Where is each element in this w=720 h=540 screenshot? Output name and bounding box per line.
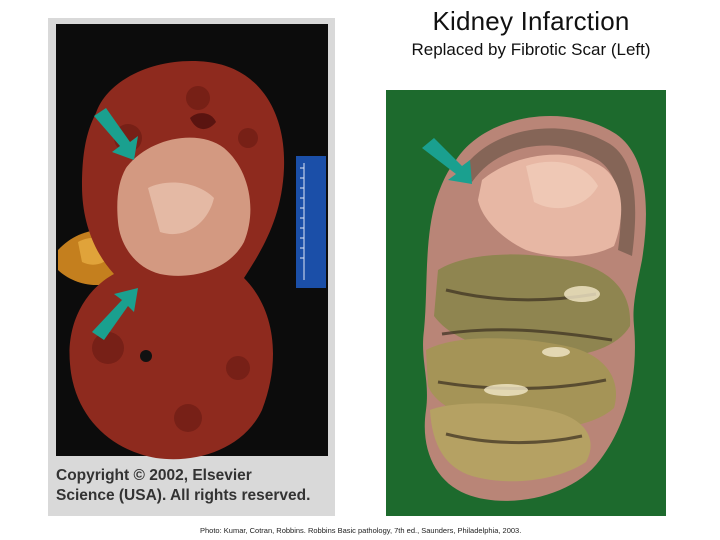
kidney-photo-left <box>48 18 335 516</box>
copyright-notice <box>56 466 328 506</box>
slide-subtitle: Replaced by Fibrotic Scar (Left) <box>411 40 651 59</box>
photo-credit: Photo: Kumar, Cotran, Robbins. Robbins Basic pathology, 7th ed., Saunders, Philadelphia, 2003. <box>200 526 522 535</box>
ruler <box>296 156 326 288</box>
kidney-photo-right <box>386 90 666 516</box>
slide-title: Kidney Infarction <box>432 6 630 36</box>
kidney-left-illustration <box>48 18 335 516</box>
copyright-line-2: Science (USA). All rights reserved. <box>56 487 311 504</box>
copyright-line-1: Copyright © 2002, Elsevier <box>56 467 252 484</box>
kidney-cut-surface-illustration <box>386 90 666 516</box>
